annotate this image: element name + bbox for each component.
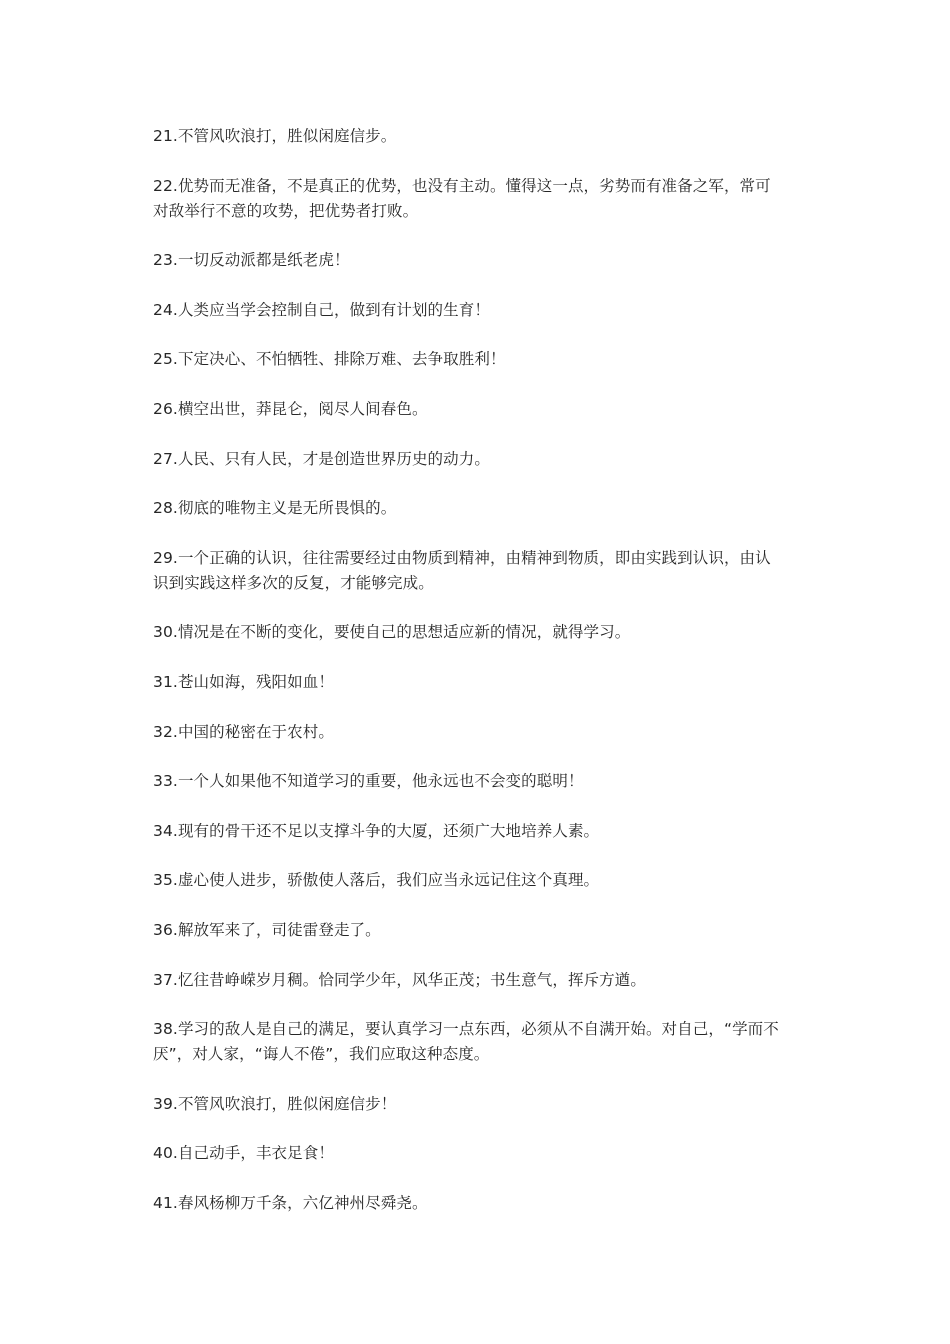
list-item: 29.一个正确的认识，往往需要经过由物质到精神，由精神到物质，即由实践到认识，由认识到实践这样多次的反复，才能够完成。 bbox=[153, 548, 771, 592]
quote-list bbox=[153, 124, 783, 1240]
list-item: 22.优势而无准备，不是真正的优势，也没有主动。懂得这一点，劣势而有准备之军，常可对敌举行不意的攻势，把优势者打败。 bbox=[153, 176, 771, 220]
list-item: 33.一个人如果他不知道学习的重要，他永远也不会变的聪明！ bbox=[153, 772, 584, 791]
list-item: 39.不管风吹浪打，胜似闲庭信步！ bbox=[153, 1094, 397, 1113]
list-item: 27.人民、只有人民，才是创造世界历史的动力。 bbox=[153, 449, 490, 468]
list-item: 37.忆往昔峥嵘岁月稠。恰同学少年，风华正茂；书生意气，挥斥方遒。 bbox=[153, 970, 646, 989]
list-item: 36.解放军来了，司徒雷登走了。 bbox=[153, 920, 381, 939]
list-item: 28.彻底的唯物主义是无所畏惧的。 bbox=[153, 499, 397, 518]
list-item: 34.现有的骨干还不足以支撑斗争的大厦，还须广大地培养人素。 bbox=[153, 821, 600, 840]
list-item: 24.人类应当学会控制自己，做到有计划的生育！ bbox=[153, 300, 490, 319]
list-item: 40.自己动手，丰衣足食！ bbox=[153, 1144, 334, 1163]
list-item: 30.情况是在不断的变化，要使自己的思想适应新的情况，就得学习。 bbox=[153, 623, 631, 642]
list-item: 41.春风杨柳万千条，六亿神州尽舜尧。 bbox=[153, 1193, 428, 1212]
list-item: 32.中国的秘密在于农村。 bbox=[153, 722, 334, 741]
list-item: 21.不管风吹浪打，胜似闲庭信步。 bbox=[153, 127, 397, 145]
list-item: 23.一切反动派都是纸老虎！ bbox=[153, 251, 350, 270]
list-item: 26.横空出世，莽昆仑，阅尽人间春色。 bbox=[153, 399, 428, 418]
list-item: 35.虚心使人进步，骄傲使人落后，我们应当永远记住这个真理。 bbox=[153, 871, 600, 890]
list-item: 31.苍山如海，残阳如血！ bbox=[153, 672, 334, 691]
list-item: 25.下定决心、不怕牺牲、排除万难、去争取胜利！ bbox=[153, 350, 506, 369]
list-item: 38.学习的敌人是自己的满足，要认真学习一点东西，必须从不自满开始。对自己，“学而不厌”，对人家，“诲人不倦”，我们应取这种态度。 bbox=[153, 1020, 779, 1064]
